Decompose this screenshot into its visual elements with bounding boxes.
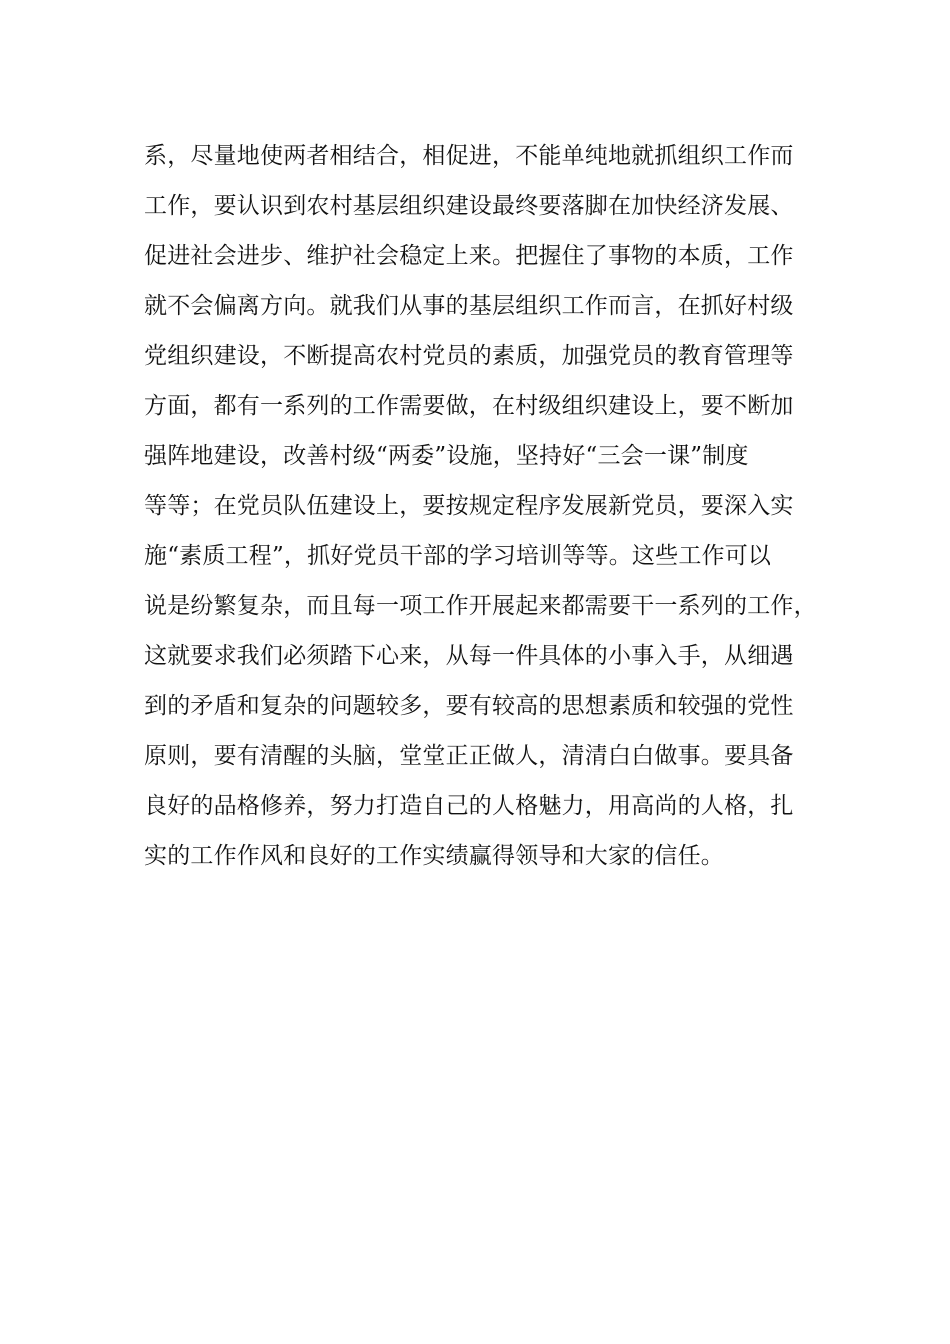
text-line: 系，尽量地使两者相结合，相促进，不能单纯地就抓组织工作而 [144,143,794,169]
text-line: 原则，要有清醒的头脑，堂堂正正做人，清清白白做事。要具备 [144,743,794,769]
text-line: 强阵地建设，改善村级“两委”设施，坚持好“三会一课”制度 [144,443,749,469]
text-line: 促进社会进步、维护社会稳定上来。把握住了事物的本质，工作 [144,243,794,269]
text-line: 等等；在党员队伍建设上，要按规定程序发展新党员，要深入实 [144,493,794,519]
text-line: 方面，都有一系列的工作需要做，在村级组织建设上，要不断加 [144,393,794,419]
text-line: 实的工作作风和良好的工作实绩赢得领导和大家的信任。 [144,843,724,869]
text-line: 良好的品格修养，努力打造自己的人格魅力，用高尚的人格，扎 [144,793,794,819]
text-line: 这就要求我们必须踏下心来，从每一件具体的小事入手，从细遇 [144,643,794,669]
text-line: 说是纷繁复杂，而且每一项工作开展起来都需要干一系列的工作， [144,593,817,619]
text-line: 党组织建设，不断提高农村党员的素质，加强党员的教育管理等 [144,343,794,369]
text-line: 施“素质工程”，抓好党员干部的学习培训等等。这些工作可以 [144,543,772,569]
text-line: 就不会偏离方向。就我们从事的基层组织工作而言，在抓好村级 [144,293,794,319]
text-line: 工作，要认识到农村基层组织建设最终要落脚在加快经济发展、 [144,193,794,219]
text-line: 到的矛盾和复杂的问题较多，要有较高的思想素质和较强的党性 [144,693,794,719]
body-paragraph [144,131,824,881]
